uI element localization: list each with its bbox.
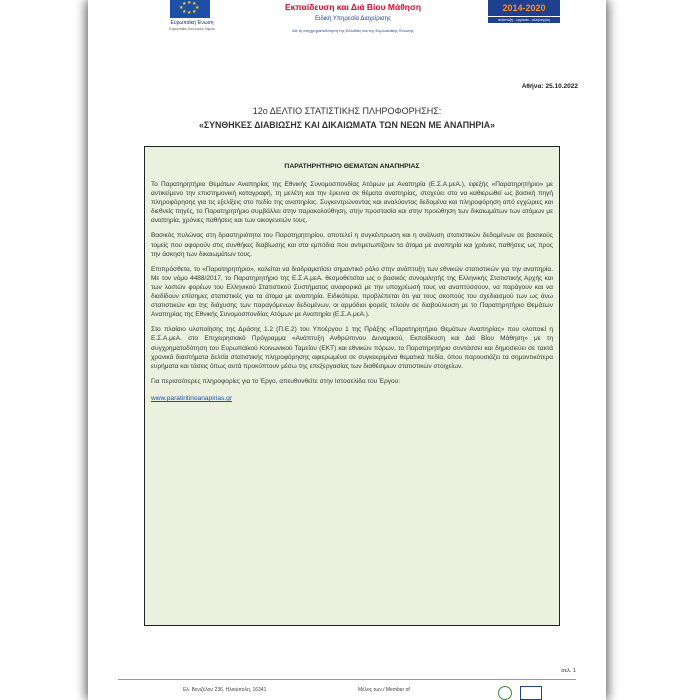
espa-logo-tagline: ανάπτυξη - εργασία - αλληλεγγύη <box>488 17 560 23</box>
eu-label: Ευρωπαϊκή Ένωση <box>170 20 214 26</box>
eu-flag-icon: ★ ★ ★ ★ ★ ★ ★ ★ <box>170 0 210 18</box>
eu-sublabel: Ευρωπαϊκό Κοινωνικό Ταμείο <box>169 27 215 31</box>
document-date: Αθήνα: 25.10.2022 <box>521 83 578 90</box>
observatory-info-box <box>144 146 560 626</box>
programme-subtitle: Ειδική Υπηρεσία Διαχείρισης <box>315 16 391 22</box>
cofunding-note: Με τη συγχρηματοδότηση της Ελλάδας και της Ευρωπαϊκής Ένωσης <box>292 28 414 33</box>
paragraph-project: Στο πλαίσιο υλοποίησης της Δράσης 1.2 (Π.Ε.2) του Υποέργου 1 της Πράξης «Παρατηρητήριο Θεμάτων Αναπηρίας» που υλοποιεί η Ε.Σ.Α.μεΑ. στο Επιχειρησιακό Πρόγραμμα «Ανάπτυξη Ανθρώπινου Δυναμικού, Εκπαίδευση και Διά Βίου Μάθηση» με τη συγχρηματοδότηση του Ευρωπαϊκού Κοινωνικού Ταμείου (ΕΚΤ) και εθνικών πόρων, το Παρατηρητήριο συντάσσει και δημοσιεύει σε τακτά χρονικά διαστήματα δελτία στατιστικής πληροφόρησης αφιερωμένα σε συγκεκριμένα θεματικά πεδία, όπου παρουσιάζει τα σημαντικότερα ευρήματα και τάσεις όπως αυτά προκύπτουν μέσω της επεξεργασίας των διαθέσιμων στατιστικών στοιχείων. <box>151 326 553 370</box>
footer-member-label: Μέλος των / Member of <box>358 687 410 693</box>
partner-logo-icon <box>520 686 542 700</box>
box-heading: ΠΑΡΑΤΗΡΗΤΗΡΙΟ ΘΕΜΑΤΩΝ ΑΝΑΠΗΡΙΑΣ <box>284 163 420 170</box>
paragraph-pillar: Βασικός πυλώνας στη δραστηριότητα του Παρατηρητηρίου, αποτελεί η συγκέντρωση και η ανάλυση στατιστικών δεδομένων σε βασικούς τομείς που αφορούν στις συνθήκες διαβίωσης και στα εμπόδια που αντιμετωπίζουν τα άτομα με αναπηρία και χρόνιες παθήσεις ως προς την άσκηση των δικαιωμάτων τους. <box>151 232 553 258</box>
member-logo-icon <box>498 686 512 700</box>
programme-title: Εκπαίδευση και Διά Βίου Μάθηση <box>284 2 422 12</box>
paragraph-more-info: Για περισσότερες πληροφορίες για το Έργο, απευθυνθείτε στην Ιστοσελίδα του Έργου: <box>151 377 401 385</box>
bulletin-subtitle: «ΣΥΝΘΗΚΕΣ ΔΙΑΒΙΩΣΗΣ ΚΑΙ ΔΙΚΑΙΩΜΑΤΑ ΤΩΝ ΝΕΩΝ ΜΕ ΑΝΑΠΗΡΙΑ» <box>198 120 495 130</box>
project-website-link[interactable]: www.paratiritirioanapirias.gr <box>151 394 232 402</box>
bulletin-title: 12ο ΔΕΛΤΙΟ ΣΤΑΤΙΣΤΙΚΗΣ ΠΛΗΡΟΦΟΡΗΣΗΣ: <box>252 106 442 116</box>
document-page <box>88 0 606 700</box>
page-number: σελ. 1 <box>561 668 576 674</box>
footer-address: Ελ. Βενιζέλου 236, Ηλιούπολη, 16341 <box>183 687 267 693</box>
paragraph-intro: Το Παρατηρητήριο Θεμάτων Αναπηρίας της Εθνικής Συνομοσπονδίας Ατόμων με Αναπηρία (Ε.Σ.Α.μεΑ.), εφεξής «Παρατηρητήριο» με αντικείμενο την επιστημονική καταγραφή, τη μελέτη και την έρευνα σε θέματα αναπηρίας, στοχεύει στο να καθιερωθεί ως βασική πηγή πληροφόρησης για τις εξελίξεις στο πεδίο της αναπηρίας. Συγκεντρώνοντας και αναλύοντας δεδομένα και πληροφόρηση από εγχώριες και διεθνείς πηγές, το Παρατηρητήριο συμβάλλει στην παρακολούθηση, στην προστασία και στην προώθηση των δικαιωμάτων των ατόμων με αναπηρία, χρόνιες παθήσεις και των οικογενειών τους. <box>151 181 553 225</box>
espa-logo: 2014-2020 <box>488 0 560 16</box>
footer-divider <box>118 679 576 680</box>
paragraph-statistics-role: Επιπρόσθετα, το «Παρατηρητήριο», καλείται να διαδραματίσει σημαντικό ρόλο στην ανάπτυξη των εθνικών στατιστικών για την αναπηρία. Με τον νόμο 4488/2017, το Παρατηρητήριο της Ε.Σ.Α.μεΑ. θεσμοθετείται ως ο βασικός συνομιλητής της Ελληνικής Στατιστικής Αρχής και των λοιπών φορέων του Ελληνικού Στατιστικού Συστήματος αναφορικά με την υποχρέωσή τους να αναπτύσσουν, να παράγουν και να διαδίδουν επίσημες στατιστικές για τα άτομα με αναπηρία. Ειδικότερα, προβλέπεται ότι για τους σκοπούς του σχεδιασμού των ως άνω στατιστικών και της διάχυσης των παραγόμενων δεδομένων, οι αρμόδιοι φορείς τελούν σε διαβούλευση με το Παρατηρητήριο Θεμάτων Αναπηρίας της Εθνικής Συνομοσπονδίας Ατόμων με Αναπηρία (Ε.Σ.Α.μεΑ.). <box>151 265 553 319</box>
